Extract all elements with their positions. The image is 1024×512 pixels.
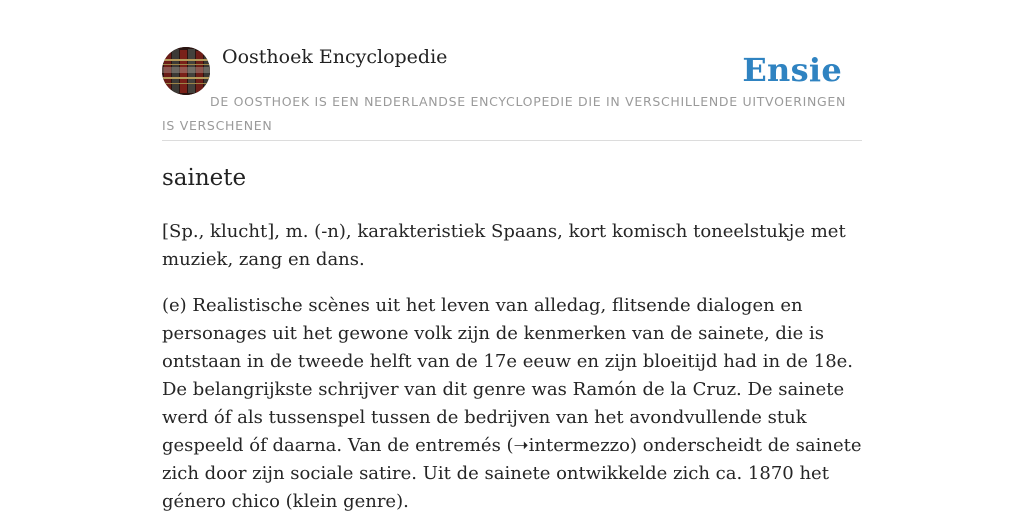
entry-title: sainete — [162, 165, 247, 191]
entry-description: (e) Realistische scènes uit het leven van alledag, flitsende dialogen en personages uit het gewone volk zijn de kenmerken van de sainete, die is ontstaan in de tweede helft van de 17e eeuw en zijn bloeitijd had in de 18e. De belangrijkste schrijver van dit genre was Ramón de la Cruz. De sainete werd óf als tussenspel tussen de bedrijven van het avondvullende stuk gespeeld óf daarna. Van de entremés (➝intermezzo) onderscheidt de sainete zich door zijn sociale satire. Uit de sainete ontwikkelde zich ca. 1870 het género chico (klein genre). — [162, 295, 862, 512]
brand-logo[interactable]: Ensie — [742, 51, 842, 89]
entry-content — [162, 160, 862, 512]
site-header — [162, 44, 862, 141]
site-title[interactable]: Oosthoek Encyclopedie — [222, 46, 448, 68]
encyclopedia-books-icon[interactable] — [162, 47, 210, 95]
site-tagline: DE OOSTHOEK IS EEN NEDERLANDSE ENCYCLOPEDIE DIE IN VERSCHILLENDE UITVOERINGEN IS VERSCHENEN — [162, 94, 847, 133]
entry-definition: [Sp., klucht], m. (-n), karakteristiek Spaans, kort komisch toneelstukje met muziek, zang en dans. — [162, 221, 846, 270]
